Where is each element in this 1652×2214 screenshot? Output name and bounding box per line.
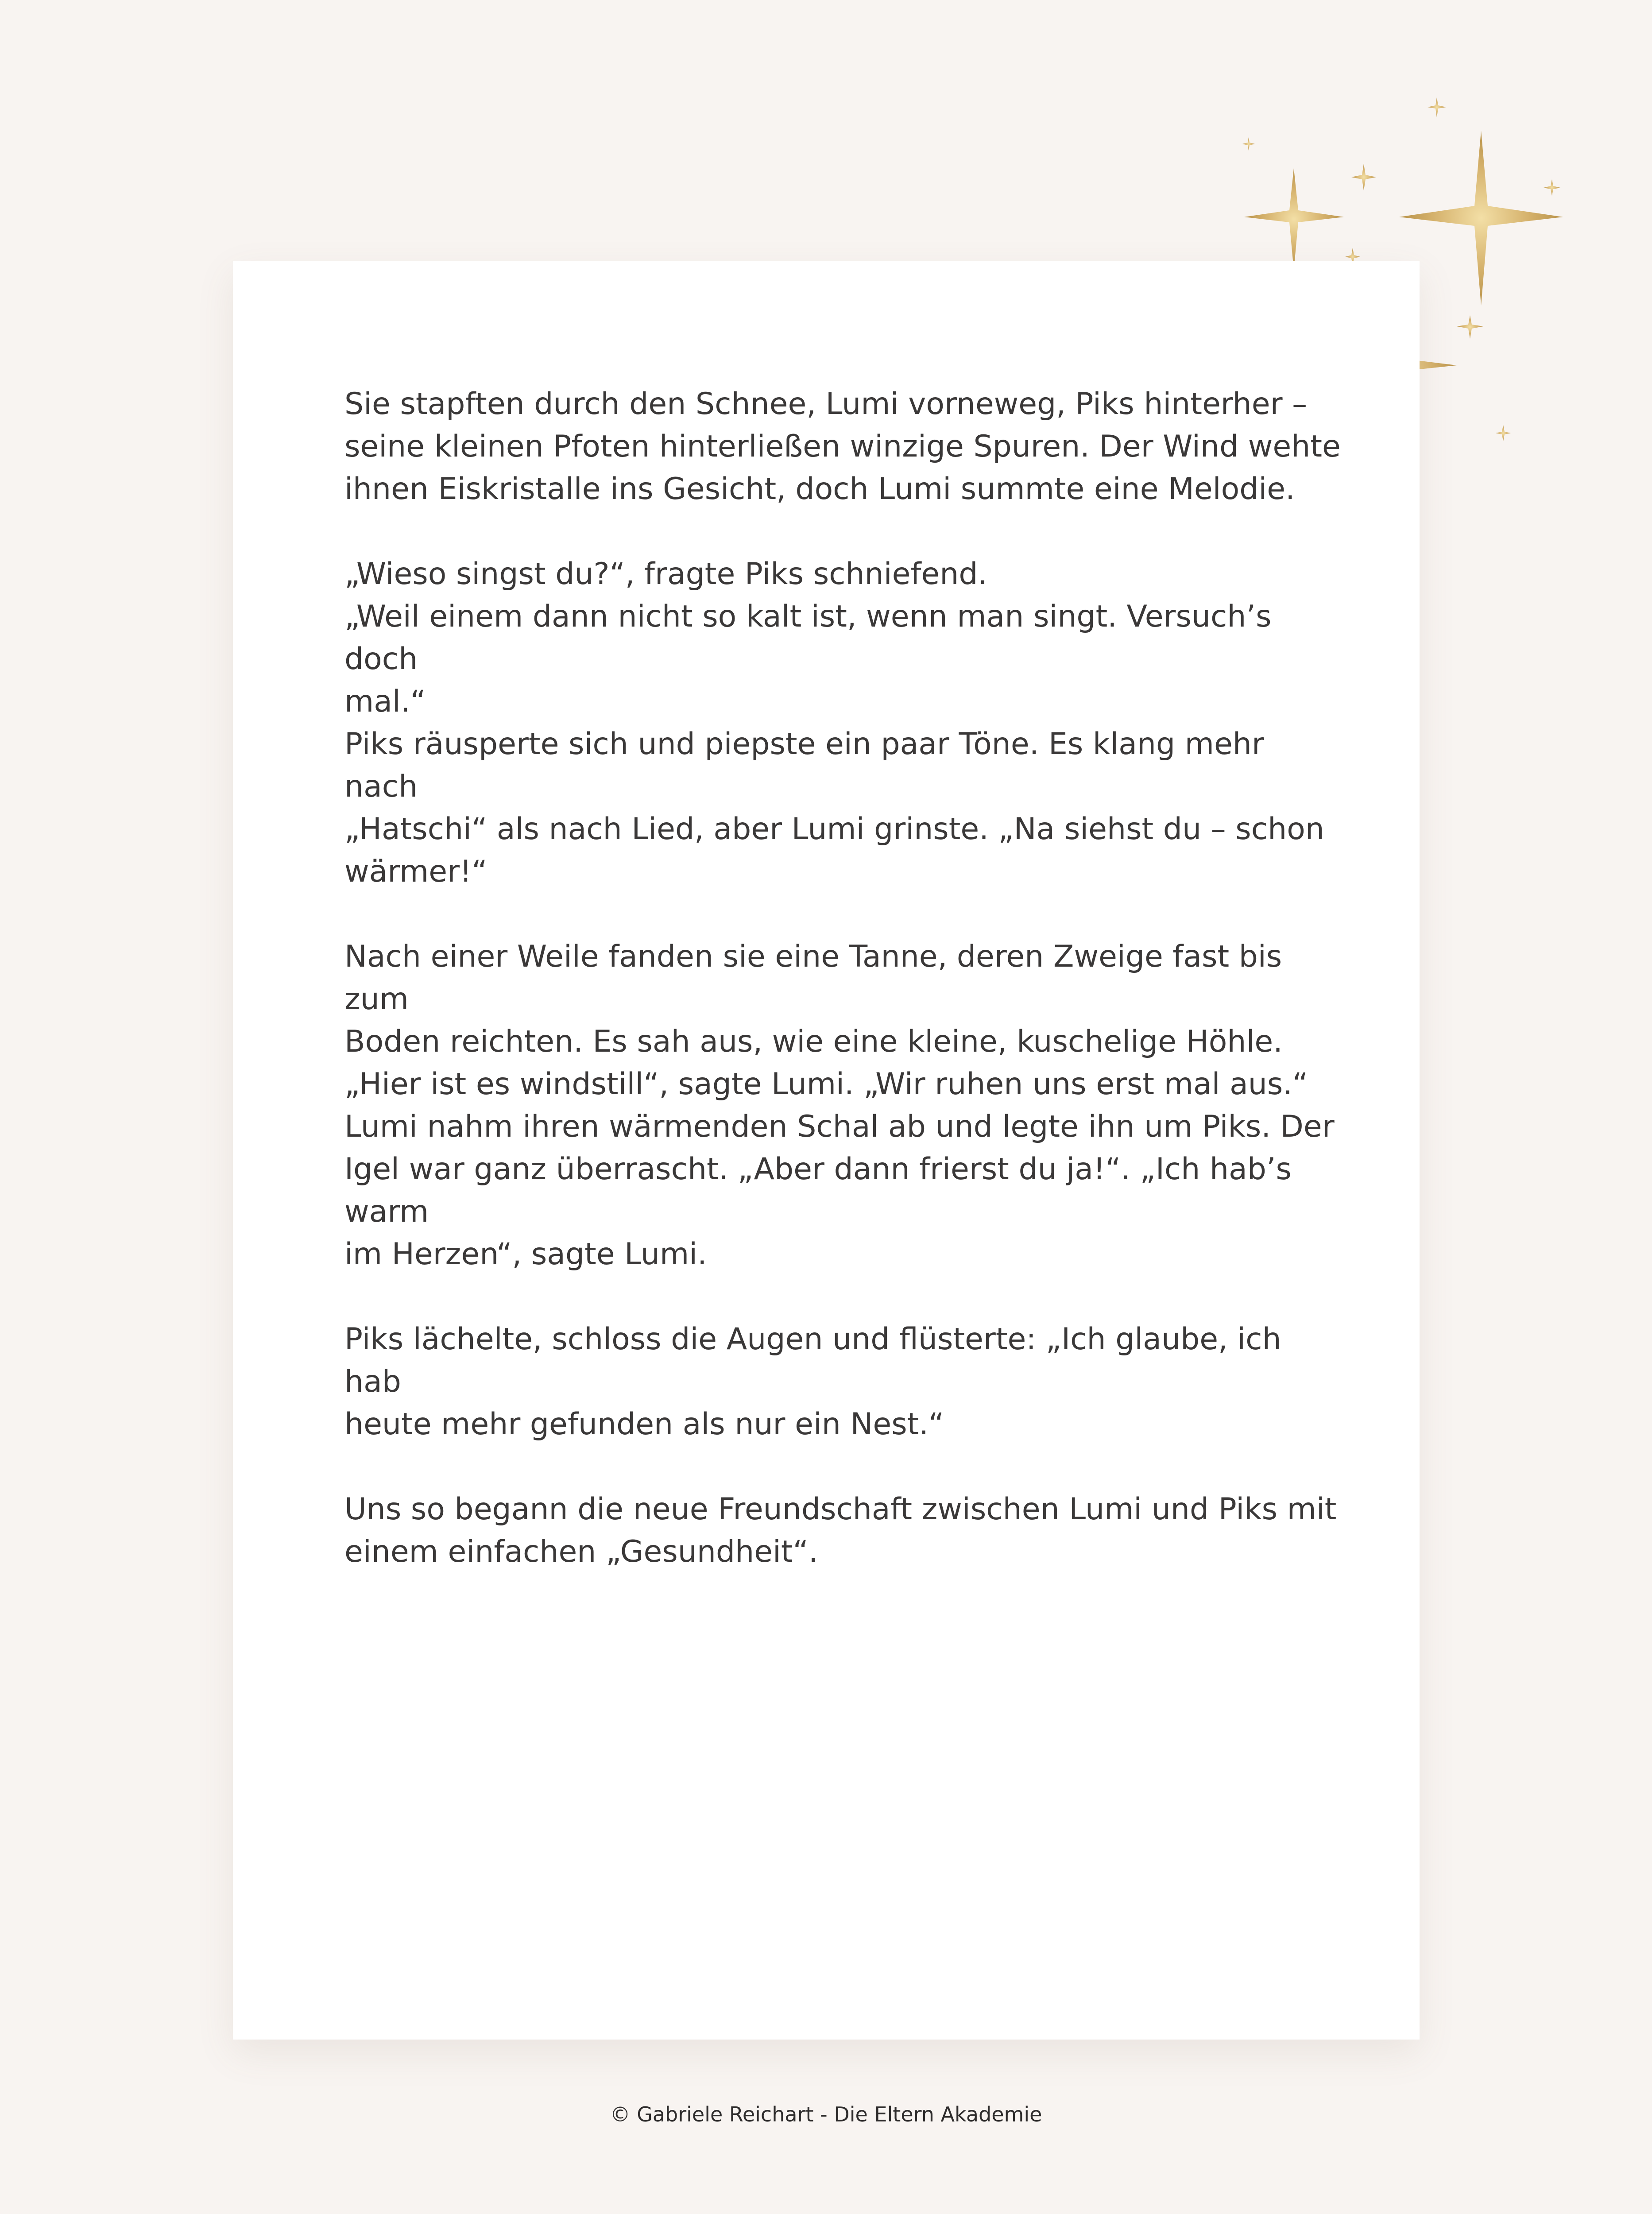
- story-page: [233, 261, 1420, 2040]
- story-paragraph-2: „Wieso singst du?“, fragte Piks schniefend. „Weil einem dann nicht so kalt ist, wenn man singt. Versuch’s doch mal.“ Piks räusperte sich und piepste ein paar Töne. Es klang mehr nach „Hatschi“ als nach Lied, aber Lumi grinste. „Na siehst du – schon wärmer!“: [344, 557, 1324, 889]
- story-paragraph-1: Sie stapften durch den Schnee, Lumi vorneweg, Piks hinterher – seine kleinen Pfoten hinterließen winzige Spuren. Der Wind wehte ihnen Eiskristalle ins Gesicht, doch Lumi summte eine Melodie.: [344, 387, 1341, 507]
- story-paragraph-4: Piks lächelte, schloss die Augen und flüsterte: „Ich glaube, ich hab heute mehr gefunden als nur ein Nest.“: [344, 1322, 1281, 1442]
- story-paragraph-3: Nach einer Weile fanden sie eine Tanne, deren Zweige fast bis zum Boden reichten. Es sah aus, wie eine kleine, kuschelige Höhle. „Hier ist es windstill“, sagte Lumi. „Wir ruhen uns erst mal aus.“ Lumi nahm ihren wärmenden Schal ab und legte ihn um Piks. Der Igel war ganz überrascht. „Aber dann frierst du ja!“. „Ich hab’s warm im Herzen“, sagte Lumi.: [344, 939, 1335, 1272]
- story-paragraph-5: Uns so begann die neue Freundschaft zwischen Lumi und Piks mit einem einfachen „Gesundheit“.: [344, 1492, 1337, 1569]
- copyright-footer: © Gabriele Reichart - Die Eltern Akademie: [610, 2102, 1042, 2126]
- story-text: [344, 383, 1341, 1616]
